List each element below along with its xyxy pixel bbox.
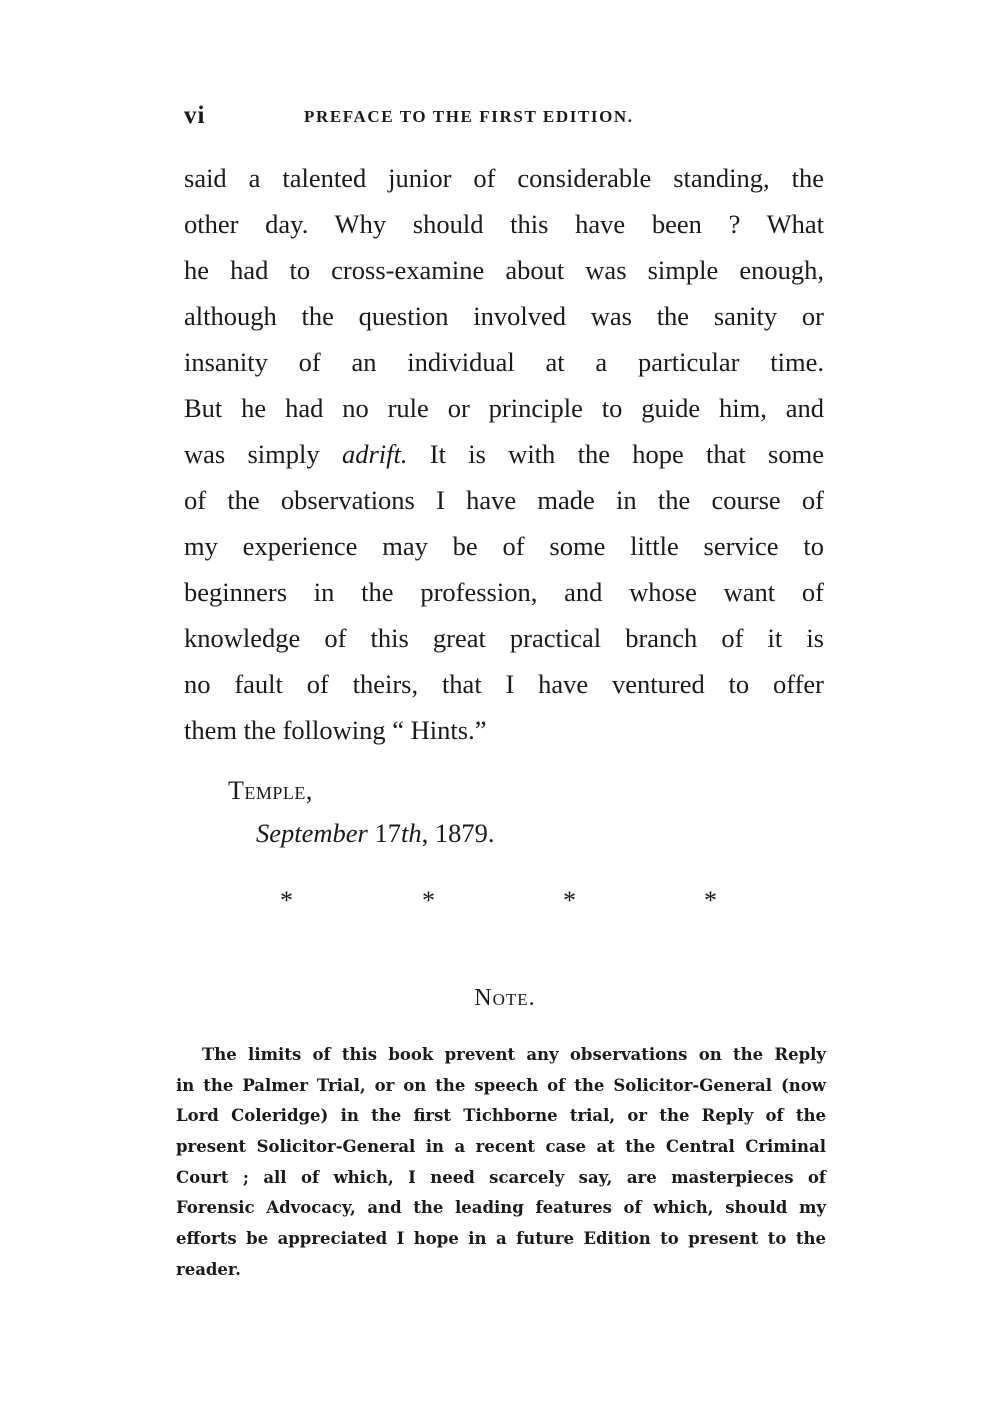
running-head xyxy=(184,102,704,132)
running-head-title: PREFACE TO THE FIRST EDITION. xyxy=(304,107,634,126)
body-text-segment: It is with the hope that some xyxy=(407,439,824,469)
preface-body xyxy=(184,155,824,753)
note-line: reader. xyxy=(176,1259,241,1279)
note-heading: Note. xyxy=(474,985,536,1011)
note-line: efforts be appreciated I hope in a future Edition to present to the xyxy=(176,1229,826,1249)
body-line: said a talented junior of considerable standing, the xyxy=(184,163,824,193)
body-text-segment: was simply xyxy=(184,439,342,469)
note-body xyxy=(176,1040,826,1286)
separator-star: * xyxy=(704,886,717,915)
note-line: present Solicitor-General in a recent case at the Central Criminal xyxy=(176,1137,826,1157)
date-day: 17 xyxy=(374,818,401,848)
body-line-with-italic xyxy=(184,431,824,477)
asterism-separator xyxy=(280,886,730,916)
signoff-place: Temple, xyxy=(228,776,313,805)
body-line: other day. Why should this have been ? What xyxy=(184,209,824,239)
body-line: no fault of theirs, that I have ventured to offer xyxy=(184,669,824,699)
separator-star: * xyxy=(563,886,576,915)
note-line: Court ; all of which, I need scarcely say, are masterpieces of xyxy=(176,1167,826,1187)
separator-star: * xyxy=(422,886,435,915)
page-number: vi xyxy=(184,102,206,129)
note-line: in the Palmer Trial, or on the speech of the Solicitor-General (now xyxy=(176,1075,826,1095)
note-line: The limits of this book prevent any observations on the Reply xyxy=(202,1045,826,1064)
body-line: knowledge of this great practical branch of it is xyxy=(184,623,824,653)
body-line: of the observations I have made in the course of xyxy=(184,485,824,515)
date-day-suffix: th xyxy=(400,818,422,848)
body-line: But he had no rule or principle to guide him, and xyxy=(184,393,824,423)
note-line: Lord Coleridge) in the first Tichborne trial, or the Reply of the xyxy=(176,1106,826,1126)
signoff-date xyxy=(256,818,494,849)
separator-star: * xyxy=(280,886,293,915)
italic-word: adrift. xyxy=(341,439,408,469)
body-line: them the following “ Hints.” xyxy=(184,715,487,745)
note-line: Forensic Advocacy, and the leading features of which, should my xyxy=(176,1198,826,1218)
body-line: he had to cross-examine about was simple enough, xyxy=(184,255,824,285)
date-month: September xyxy=(256,818,368,848)
body-line: beginners in the profession, and whose want of xyxy=(184,577,824,607)
body-line: although the question involved was the sanity or xyxy=(184,301,824,331)
date-year: , 1879. xyxy=(421,818,495,848)
body-line: my experience may be of some little service to xyxy=(184,531,824,561)
body-line: insanity of an individual at a particular time. xyxy=(184,347,824,377)
